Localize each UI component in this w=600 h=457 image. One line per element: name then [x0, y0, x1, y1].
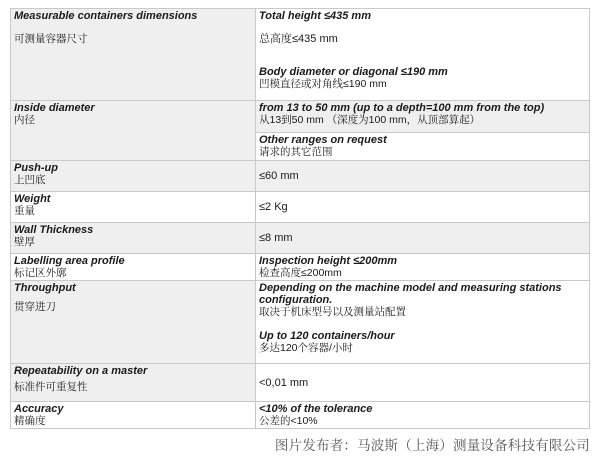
value-text: ≤8 mm: [259, 232, 293, 244]
value-text: <0,01 mm: [259, 376, 309, 389]
table-row: [11, 161, 590, 192]
value-zh: 请求的其它范围: [259, 146, 333, 158]
value-en: Other ranges on request: [259, 134, 387, 146]
label-en: Wall Thickness: [14, 224, 94, 236]
label-zh: 内径: [14, 114, 35, 126]
label-zh: 上凹底: [14, 174, 46, 186]
label-en: Accuracy: [14, 403, 64, 415]
value-zh: 公差的<10%: [259, 415, 318, 427]
value-en: Up to 120 containers/hour: [259, 330, 395, 342]
row-value: [256, 192, 590, 223]
value-en: Body diameter or diagonal ≤190 mm: [259, 66, 448, 78]
label-en: Labelling area profile: [14, 255, 125, 267]
value-zh: 多达120个容器/小时: [259, 342, 353, 354]
row-label: [11, 254, 256, 281]
value-text: ≤2 Kg: [259, 201, 288, 213]
value-zh: 总高度≤435 mm: [259, 33, 338, 45]
table-row: [11, 281, 590, 364]
table-row: [11, 402, 590, 429]
label-zh: 标记区外廓: [14, 267, 67, 279]
label-en: Measurable containers dimensions: [14, 10, 198, 22]
row-value: [256, 254, 590, 281]
row-label: [11, 364, 256, 402]
value-text: ≤60 mm: [259, 170, 299, 182]
table-row: [11, 192, 590, 223]
image-publisher-caption: 图片发布者：马波斯（上海）测量设备科技有限公司: [274, 438, 590, 453]
value-en: Depending on the machine model and measuring stations configuration.: [259, 282, 562, 306]
row-value: [256, 9, 590, 101]
row-label: [11, 101, 256, 161]
row-value: [256, 402, 590, 429]
value-en: Total height ≤435 mm: [259, 10, 371, 22]
label-en: Repeatability on a master: [14, 365, 148, 377]
label-en: Push-up: [14, 162, 58, 174]
label-zh: 可测量容器尺寸: [14, 33, 88, 45]
label-zh: 标准件可重复性: [14, 381, 88, 393]
label-en: Throughput: [14, 282, 76, 294]
value-zh: 从13到50 mm （深度为100 mm，从顶部算起）: [259, 114, 481, 126]
row-value: [256, 364, 590, 402]
row-value: [256, 101, 590, 133]
label-en: Weight: [14, 193, 51, 205]
table-row: [11, 9, 590, 101]
table-row: [11, 254, 590, 281]
label-en: Inside diameter: [14, 102, 95, 114]
value-zh: 凹模直径或对角线≤190 mm: [259, 78, 387, 90]
label-zh: 精确度: [14, 415, 46, 427]
value-en: <10% of the tolerance: [259, 403, 373, 415]
row-label: [11, 281, 256, 364]
row-value: [256, 223, 590, 254]
row-value: [256, 133, 590, 161]
row-label: [11, 9, 256, 101]
table-row: [11, 364, 590, 402]
label-zh: 壁厚: [14, 236, 35, 248]
row-label: [11, 223, 256, 254]
value-zh: 取决于机床型号以及测量站配置: [259, 306, 406, 318]
row-label: [11, 161, 256, 192]
table-row: [11, 223, 590, 254]
row-label: [11, 402, 256, 429]
row-value: [256, 281, 590, 364]
value-en: Inspection height ≤200mm: [259, 255, 398, 267]
row-label: [11, 192, 256, 223]
value-en: from 13 to 50 mm (up to a depth=100 mm from the top): [259, 102, 545, 114]
label-zh: 贯穿进刀: [14, 301, 56, 313]
value-zh: 检查高度≤200mm: [259, 267, 342, 279]
specifications-table: [10, 8, 590, 429]
table-row: [11, 101, 590, 133]
label-zh: 重量: [14, 205, 35, 217]
row-value: [256, 161, 590, 192]
